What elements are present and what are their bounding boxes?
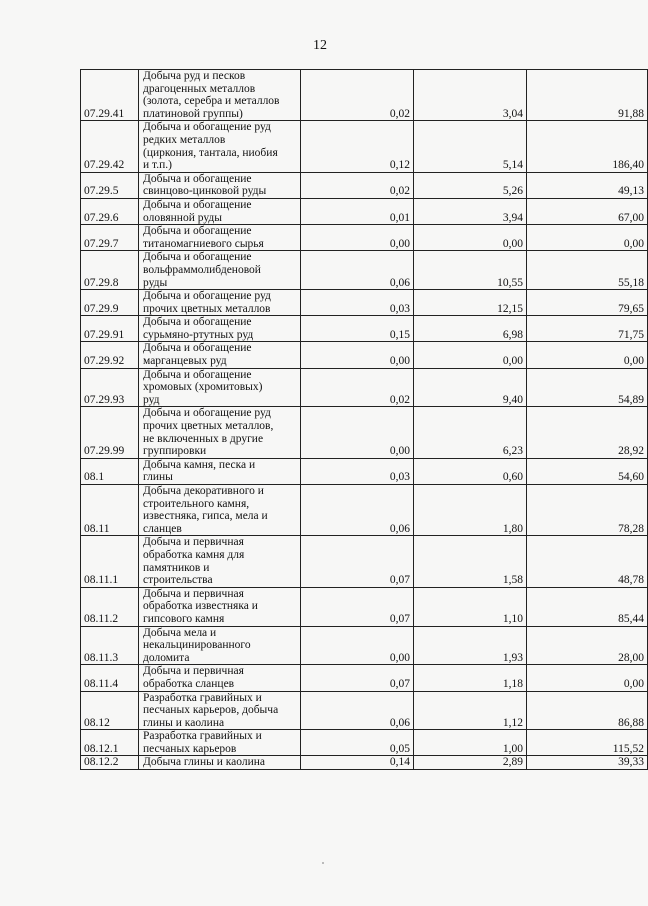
page-number: 12: [313, 38, 327, 53]
row-name-line: группировки: [143, 445, 207, 458]
row-code: 08.11.3: [81, 626, 139, 665]
row-name-line: строительного камня,: [143, 497, 250, 510]
row-name-line: Добыча и первичная: [143, 587, 244, 600]
row-value-3: 0,00: [527, 342, 648, 368]
row-value-1: 0,07: [301, 587, 414, 626]
row-value-2: 6,23: [414, 407, 527, 458]
table-body: [81, 70, 648, 770]
row-value-3: 28,00: [527, 626, 648, 665]
row-name-line: Добыча и обогащение руд: [143, 290, 271, 303]
row-name-line: известняка, гипса, мела и: [143, 510, 268, 523]
row-code: 07.29.91: [81, 316, 139, 342]
row-value-1: 0,00: [301, 225, 414, 251]
table-row: [81, 70, 648, 121]
row-name-line: драгоценных металлов: [143, 82, 256, 95]
row-name-line: обработка камня для: [143, 548, 245, 561]
row-value-1: 0,15: [301, 316, 414, 342]
row-value-3: 186,40: [527, 121, 648, 172]
row-value-3: 28,92: [527, 407, 648, 458]
row-code: 08.12.1: [81, 730, 139, 756]
row-name-line: Добыча и обогащение: [143, 172, 252, 185]
row-value-1: 0,14: [301, 756, 414, 770]
row-value-3: 54,60: [527, 458, 648, 484]
row-value-1: 0,06: [301, 691, 414, 730]
row-name-line: свинцово-цинковой руды: [143, 185, 267, 198]
row-name-line: (циркония, тантала, ниобия: [143, 146, 278, 159]
row-code: 08.11: [81, 485, 139, 536]
row-value-3: 67,00: [527, 198, 648, 224]
row-value-2: 2,89: [414, 756, 527, 770]
row-name-line: песчаных карьеров: [143, 742, 237, 755]
row-name-line: титаномагниевого сырья: [143, 237, 264, 250]
row-value-2: 1,00: [414, 730, 527, 756]
table-row: [81, 485, 648, 536]
row-name-line: Добыча камня, песка и: [143, 458, 256, 471]
row-name-line: (золота, серебра и металлов: [143, 95, 280, 108]
row-code: 07.29.8: [81, 251, 139, 290]
row-value-2: 1,12: [414, 691, 527, 730]
row-value-2: 1,93: [414, 626, 527, 665]
row-name: [139, 198, 301, 224]
row-name-line: доломита: [143, 651, 190, 664]
table-row: [81, 626, 648, 665]
row-code: 07.29.7: [81, 225, 139, 251]
row-name: [139, 587, 301, 626]
row-value-2: 0,00: [414, 225, 527, 251]
industry-table: [80, 69, 648, 770]
table-row: [81, 536, 648, 587]
row-value-1: 0,03: [301, 290, 414, 316]
row-name-line: руд: [143, 393, 160, 406]
table-row: [81, 730, 648, 756]
row-name-line: Добыча и обогащение: [143, 251, 252, 264]
row-name-line: хромовых (хромитовых): [143, 381, 263, 394]
row-code: 07.29.5: [81, 172, 139, 198]
row-value-2: 0,00: [414, 342, 527, 368]
row-name-line: Разработка гравийных и: [143, 691, 262, 704]
row-name-line: Добыча глины и каолина: [143, 756, 266, 769]
row-name-line: Добыча руд и песков: [143, 70, 246, 82]
row-name: [139, 665, 301, 691]
row-name-line: Добыча декоративного и: [143, 485, 264, 497]
row-value-2: 9,40: [414, 368, 527, 407]
row-value-3: 48,78: [527, 536, 648, 587]
table-row: [81, 691, 648, 730]
table-row: [81, 172, 648, 198]
row-name-line: обработка сланцев: [143, 677, 235, 690]
row-value-3: 49,13: [527, 172, 648, 198]
row-name-line: Добыча и первичная: [143, 665, 244, 678]
row-code: 07.29.41: [81, 70, 139, 121]
table-row: [81, 368, 648, 407]
row-value-1: 0,07: [301, 665, 414, 691]
row-name: [139, 730, 301, 756]
row-value-2: 10,55: [414, 251, 527, 290]
row-value-3: 79,65: [527, 290, 648, 316]
row-value-1: 0,00: [301, 407, 414, 458]
row-value-3: 85,44: [527, 587, 648, 626]
row-value-3: 55,18: [527, 251, 648, 290]
row-value-3: 86,88: [527, 691, 648, 730]
row-name-line: памятников и: [143, 561, 210, 574]
row-value-2: 12,15: [414, 290, 527, 316]
row-value-1: 0,06: [301, 251, 414, 290]
row-value-3: 39,33: [527, 756, 648, 770]
row-value-1: 0,07: [301, 536, 414, 587]
row-value-3: 0,00: [527, 225, 648, 251]
table-row: [81, 316, 648, 342]
row-code: 08.11.1: [81, 536, 139, 587]
row-name-line: Разработка гравийных и: [143, 730, 262, 743]
row-value-2: 3,04: [414, 70, 527, 121]
row-name-line: Добыча и обогащение: [143, 342, 252, 355]
row-name-line: обработка известняка и: [143, 600, 258, 613]
row-value-2: 5,14: [414, 121, 527, 172]
row-name: [139, 485, 301, 536]
row-name-line: гипсового камня: [143, 612, 225, 625]
row-code: 08.11.2: [81, 587, 139, 626]
row-name-line: прочих цветных металлов,: [143, 420, 274, 433]
row-code: 07.29.93: [81, 368, 139, 407]
row-value-1: 0,02: [301, 70, 414, 121]
row-name: [139, 626, 301, 665]
table-row: [81, 665, 648, 691]
row-value-3: 91,88: [527, 70, 648, 121]
row-name: [139, 368, 301, 407]
row-value-3: 78,28: [527, 485, 648, 536]
row-name: [139, 251, 301, 290]
row-name-line: глины и каолина: [143, 716, 225, 729]
row-name-line: редких металлов: [143, 133, 226, 146]
row-name: [139, 536, 301, 587]
row-value-2: 1,10: [414, 587, 527, 626]
row-name: [139, 70, 301, 121]
row-name-line: и т.п.): [143, 159, 172, 172]
row-name-line: Добыча и обогащение: [143, 225, 252, 238]
table-row: [81, 587, 648, 626]
row-value-1: 0,06: [301, 485, 414, 536]
table-row: [81, 342, 648, 368]
row-value-3: 54,89: [527, 368, 648, 407]
row-value-2: 1,80: [414, 485, 527, 536]
row-code: 08.12.2: [81, 756, 139, 770]
row-name-line: руды: [143, 276, 168, 289]
table-row: [81, 756, 648, 770]
row-name-line: сланцев: [143, 522, 182, 535]
scan-speck: [322, 862, 324, 864]
row-name: [139, 342, 301, 368]
row-value-2: 0,60: [414, 458, 527, 484]
row-name-line: Добыча и обогащение руд: [143, 407, 271, 420]
row-name: [139, 121, 301, 172]
row-code: 08.12: [81, 691, 139, 730]
row-code: 07.29.6: [81, 198, 139, 224]
table-row: [81, 407, 648, 458]
row-name-line: вольфраммолибденовой: [143, 263, 261, 276]
row-name: [139, 458, 301, 484]
row-name-line: некальцинированного: [143, 639, 251, 652]
row-value-2: 1,58: [414, 536, 527, 587]
row-code: 07.29.99: [81, 407, 139, 458]
row-name-line: не включенных в другие: [143, 432, 264, 445]
row-name-line: Добыча и первичная: [143, 536, 244, 549]
table-row: [81, 251, 648, 290]
row-value-1: 0,00: [301, 626, 414, 665]
row-name-line: Добыча мела и: [143, 626, 217, 639]
row-value-2: 6,98: [414, 316, 527, 342]
row-name-line: платиновой группы): [143, 107, 243, 120]
row-code: 07.29.9: [81, 290, 139, 316]
table-row: [81, 121, 648, 172]
row-name: [139, 756, 301, 770]
row-code: 07.29.42: [81, 121, 139, 172]
row-value-3: 0,00: [527, 665, 648, 691]
row-value-2: 5,26: [414, 172, 527, 198]
row-value-3: 71,75: [527, 316, 648, 342]
row-value-1: 0,03: [301, 458, 414, 484]
row-name-line: Добыча и обогащение: [143, 316, 252, 329]
row-code: 08.11.4: [81, 665, 139, 691]
row-value-2: 3,94: [414, 198, 527, 224]
row-name-line: марганцевых руд: [143, 355, 227, 368]
row-name-line: Добыча и обогащение руд: [143, 121, 271, 134]
row-name: [139, 316, 301, 342]
row-name: [139, 172, 301, 198]
row-name-line: Добыча и обогащение: [143, 368, 252, 381]
row-value-1: 0,02: [301, 172, 414, 198]
row-name-line: строительства: [143, 574, 213, 587]
table-row: [81, 458, 648, 484]
row-code: 07.29.92: [81, 342, 139, 368]
row-value-1: 0,00: [301, 342, 414, 368]
row-name-line: сурьмяно-ртутных руд: [143, 328, 254, 341]
row-value-1: 0,05: [301, 730, 414, 756]
row-value-2: 1,18: [414, 665, 527, 691]
row-name-line: глины: [143, 471, 173, 484]
row-name-line: прочих цветных металлов: [143, 302, 271, 315]
row-value-1: 0,12: [301, 121, 414, 172]
row-name: [139, 691, 301, 730]
table-row: [81, 290, 648, 316]
row-name-line: песчаных карьеров, добыча: [143, 704, 279, 717]
row-value-3: 115,52: [527, 730, 648, 756]
table-row: [81, 198, 648, 224]
row-value-1: 0,01: [301, 198, 414, 224]
table-row: [81, 225, 648, 251]
row-code: 08.1: [81, 458, 139, 484]
row-value-1: 0,02: [301, 368, 414, 407]
row-name-line: Добыча и обогащение: [143, 198, 252, 211]
row-name: [139, 290, 301, 316]
row-name: [139, 225, 301, 251]
row-name-line: оловянной руды: [143, 211, 222, 224]
row-name: [139, 407, 301, 458]
